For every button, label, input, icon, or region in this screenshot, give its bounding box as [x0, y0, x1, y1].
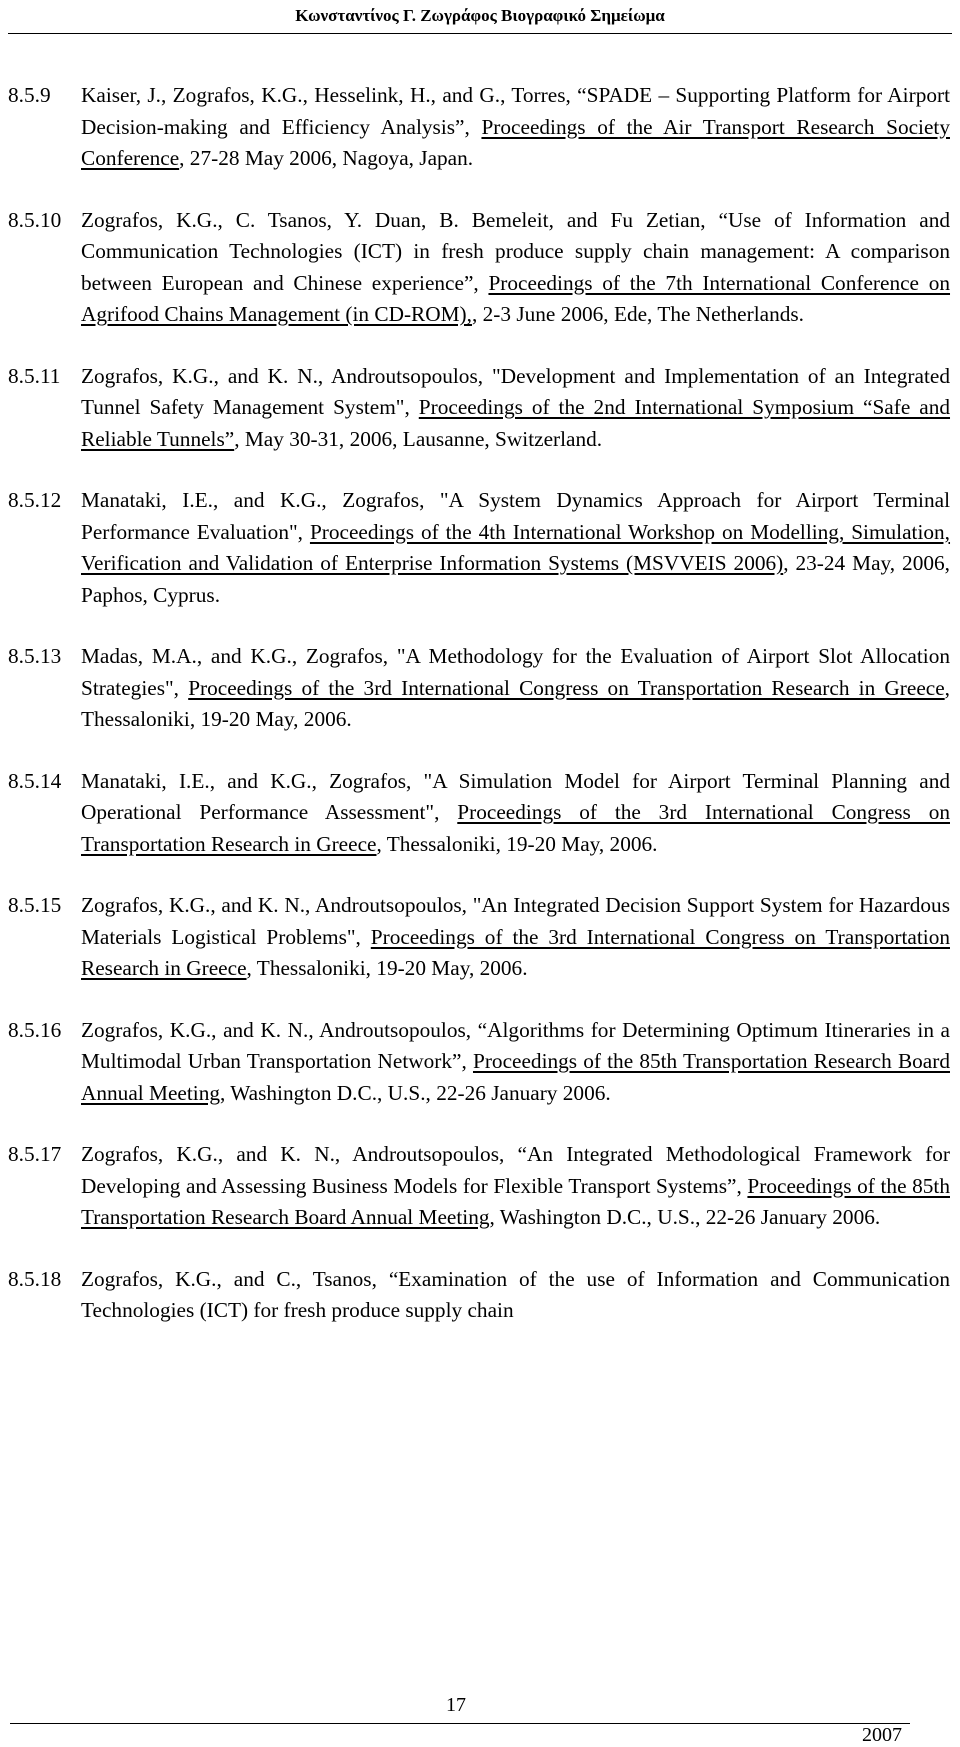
- reference-details: , 2-3 June 2006, Ede, The Netherlands.: [471, 302, 804, 326]
- reference-text: Zografos, K.G., and K. N., Androutsopoulos, "An Integrated Decision Support System for Hazardous Materials Logistical Problems",: [81, 893, 950, 949]
- reference-number: 8.5.9: [8, 83, 51, 107]
- reference-details: , Thessaloniki, 19-20 May, 2006.: [376, 831, 658, 856]
- reference-venue: Proceedings of the 4th International Workshop on Modelling, Simulation, Verification and Validation of Enterprise Information Systems (MSVVEIS 2006): [81, 519, 951, 575]
- reference-venue: Proceedings of the 3rd International Congress on Transportation Research in Greece: [188, 675, 945, 700]
- footer-year: 2007: [862, 1724, 902, 1746]
- reference-text: Zografos, K.G., and K. N., Androutsopoulos, “An Integrated Methodological Framework for Developing and Assessing Business Models for Flexible Transport Systems”,: [81, 1142, 950, 1198]
- reference-item: [8, 1264, 950, 1327]
- reference-item: [8, 361, 950, 456]
- reference-details: , Thessaloniki, 19-20 May, 2006.: [81, 675, 950, 731]
- reference-number: 8.5.17: [8, 1142, 62, 1166]
- reference-text: Zografos, K.G., and K. N., Androutsopoulos, “Algorithms for Determining Optimum Itineraries in a Multimodal Urban Transportation Network”,: [81, 1017, 950, 1073]
- reference-item: [8, 1139, 950, 1234]
- reference-number: 8.5.18: [8, 1266, 62, 1291]
- reference-venue: Proceedings of the 3rd International Congress on Transportation Research in Greece: [81, 800, 950, 856]
- reference-item: [8, 485, 950, 611]
- footer-divider: [10, 1723, 910, 1724]
- reference-number: 8.5.16: [8, 1017, 62, 1042]
- reference-text: Zografos, K.G., and K. N., Androutsopoulos, "Development and Implementation of an Integrated Tunnel Safety Management System",: [81, 363, 950, 419]
- reference-number: 8.5.12: [8, 488, 62, 512]
- reference-venue: Proceedings of the Air Transport Research Society Conference: [81, 114, 950, 170]
- reference-item: [8, 205, 950, 331]
- reference-venue: Proceedings of the 2nd International Symposium “Safe and Reliable Tunnels”: [81, 395, 951, 451]
- reference-item: [8, 1015, 950, 1110]
- reference-text: Manataki, I.E., and K.G., Zografos, "A Simulation Model for Airport Terminal Planning and Operational Performance Assessment",: [81, 768, 950, 824]
- reference-details: , May 30-31, 2006, Lausanne, Switzerland.: [234, 426, 603, 451]
- reference-number: 8.5.13: [8, 644, 62, 668]
- reference-venue: Proceedings of the 85th Transportation Research Board Annual Meeting: [81, 1049, 950, 1105]
- reference-details: , 23-24 May, 2006, Paphos, Cyprus.: [81, 551, 950, 607]
- reference-number: 8.5.11: [8, 363, 61, 388]
- reference-venue: Proceedings of the 3rd International Congress on Transportation Research in Greece: [81, 924, 950, 980]
- reference-details: , 27-28 May 2006, Nagoya, Japan.: [179, 146, 474, 170]
- reference-number: 8.5.15: [8, 893, 62, 917]
- reference-number: 8.5.14: [8, 768, 62, 793]
- reference-item: [8, 641, 950, 736]
- reference-text: Kaiser, J., Zografos, K.G., Hesselink, H., and G., Torres, “SPADE – Supporting Platform for Airport Decision-making and Efficiency Analysis”,: [81, 83, 950, 139]
- reference-details: , Thessaloniki, 19-20 May, 2006.: [246, 956, 528, 980]
- header-divider: [8, 33, 952, 34]
- reference-list: [8, 80, 950, 1357]
- reference-item: [8, 766, 950, 861]
- reference-item: [8, 80, 950, 175]
- reference-number: 8.5.10: [8, 207, 62, 232]
- reference-text: Zografos, K.G., and C., Tsanos, “Examination of the use of Information and Communication Technologies (ICT) for fresh produce supply chain: [81, 1266, 950, 1322]
- reference-text: Manataki, I.E., and K.G., Zografos, "A System Dynamics Approach for Airport Terminal Performance Evaluation",: [81, 488, 950, 544]
- reference-text: Madas, M.A., and K.G., Zografos, "A Methodology for the Evaluation of Airport Slot Allocation Strategies",: [81, 644, 950, 700]
- reference-text: Zografos, K.G., C. Tsanos, Y. Duan, B. Bemeleit, and Fu Zetian, “Use of Information and Communication Technologies (ICT) in fresh produce supply chain management: A comparison between European and Chinese experience”,: [81, 207, 950, 295]
- page-number: 17: [446, 1694, 466, 1716]
- reference-details: , Washington D.C., U.S., 22-26 January 2006.: [489, 1205, 881, 1229]
- reference-venue: Proceedings of the 7th International Conference on Agrifood Chains Management (in CD-ROM),: [81, 270, 951, 326]
- reference-details: , Washington D.C., U.S., 22-26 January 2006.: [220, 1080, 611, 1105]
- page-header: Κωνσταντίνος Γ. Ζωγράφος Βιογραφικό Σημείωμα: [295, 6, 665, 25]
- reference-item: [8, 890, 950, 985]
- reference-venue: Proceedings of the 85th Transportation Research Board Annual Meeting: [81, 1173, 950, 1229]
